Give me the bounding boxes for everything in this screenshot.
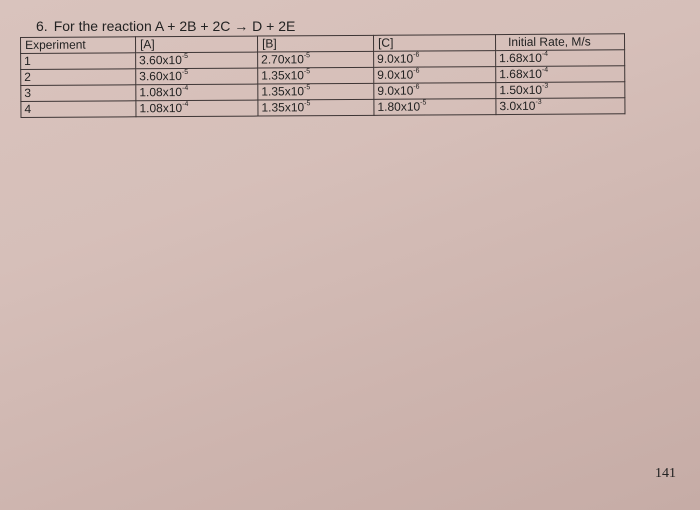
table-row bbox=[21, 98, 625, 118]
conc-b-cell: $1.35x10^{-5}$ bbox=[258, 99, 374, 116]
problem-number: 6. bbox=[36, 18, 48, 34]
conc-c-cell: $9.0x10^{-6}$ bbox=[374, 67, 496, 84]
header-experiment: Experiment bbox=[21, 37, 136, 54]
initial-rate-cell: $1.50x10^{-3}$ bbox=[496, 82, 625, 99]
conc-c-cell: $9.0x10^{-6}$ bbox=[374, 51, 496, 68]
experiment-cell: 4 bbox=[21, 101, 136, 118]
header-initial-rate: Initial Rate, M/s bbox=[495, 34, 624, 51]
conc-b-cell: $1.35x10^{-5}$ bbox=[258, 83, 374, 100]
problem-heading bbox=[36, 18, 295, 34]
rate-data-table bbox=[20, 33, 625, 118]
initial-rate-cell: $1.68x10^{-4}$ bbox=[496, 66, 625, 83]
header-b: [B] bbox=[257, 35, 373, 52]
header-c: [C] bbox=[373, 35, 495, 52]
experiment-cell: 1 bbox=[21, 53, 136, 70]
conc-b-cell: $2.70x10^{-5}$ bbox=[258, 51, 374, 68]
experiment-cell: 2 bbox=[21, 69, 136, 86]
conc-c-cell: $1.80x10^{-5}$ bbox=[374, 99, 496, 116]
conc-c-cell: $9.0x10^{-6}$ bbox=[374, 83, 496, 100]
conc-a-cell: $3.60x10^{-5}$ bbox=[136, 68, 258, 85]
conc-a-cell: $1.08x10^{-4}$ bbox=[136, 100, 258, 117]
conc-a-cell: $3.60x10^{-5}$ bbox=[136, 52, 258, 69]
initial-rate-cell: $1.68x10^{-4}$ bbox=[496, 50, 625, 67]
header-a: [A] bbox=[136, 36, 258, 53]
conc-a-cell: $1.08x10^{-4}$ bbox=[136, 84, 258, 101]
page-number: 141 bbox=[655, 466, 676, 481]
initial-rate-cell: $3.0x10^{-3}$ bbox=[496, 98, 625, 115]
conc-b-cell: $1.35x10^{-5}$ bbox=[258, 67, 374, 84]
problem-prompt: For the reaction A + 2B + 2C → D + 2E bbox=[53, 18, 296, 34]
experiment-cell: 3 bbox=[21, 85, 136, 102]
